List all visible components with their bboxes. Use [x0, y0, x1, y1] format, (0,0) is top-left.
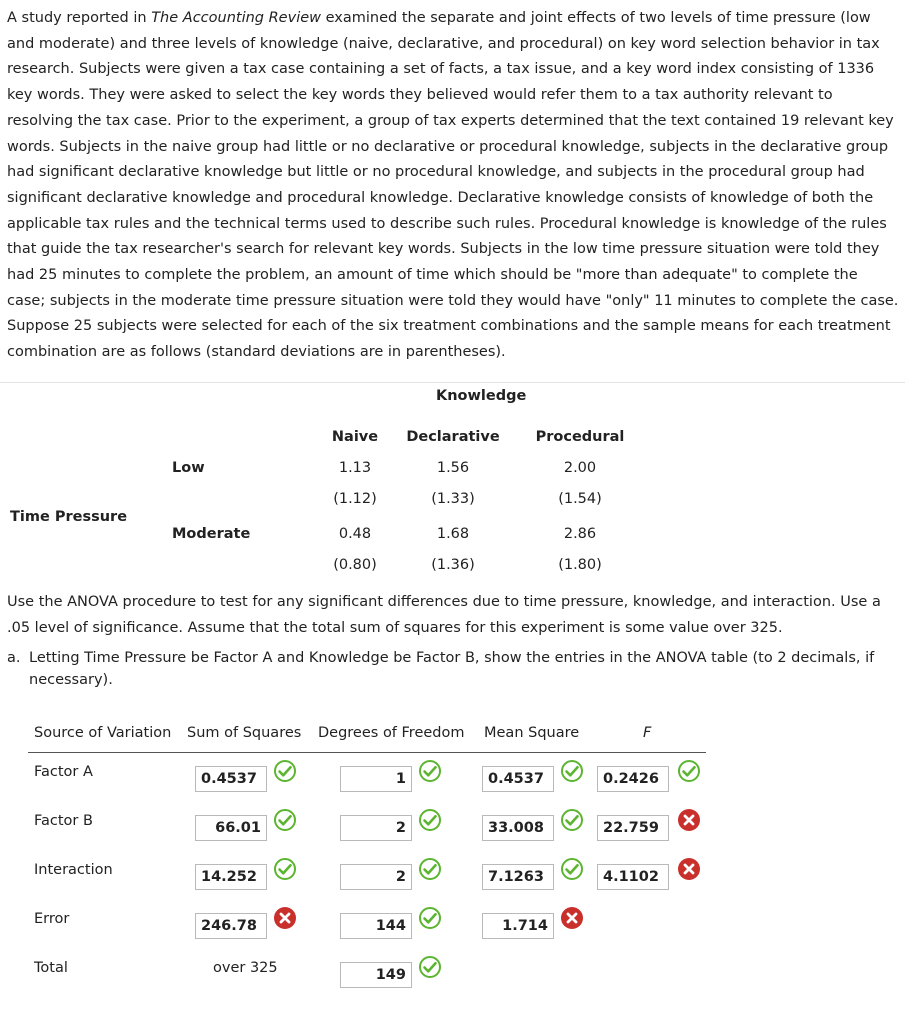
- cross-icon: [677, 808, 701, 832]
- source-total: Total: [34, 960, 68, 976]
- check-icon: [560, 759, 584, 783]
- check-icon: [677, 759, 701, 783]
- cross-icon: [677, 857, 701, 881]
- cross-icon: [560, 906, 584, 930]
- instructions: Use the ANOVA procedure to test for any significant differences due to time pressure, knowledge, and interaction. Use a .05 level of significance. Assume that the total sum of squares for this experiment is some value over 325.: [7, 594, 881, 636]
- df-factor-a-input[interactable]: 1: [340, 766, 412, 792]
- header-ss: Sum of Squares: [187, 725, 302, 741]
- mean-low-naive: 1.13: [338, 460, 372, 476]
- ss-factor-a-input[interactable]: 0.4537: [195, 766, 267, 792]
- check-icon: [418, 857, 442, 881]
- source-factor-a: Factor A: [34, 764, 93, 780]
- journal-name: The Accounting Review: [151, 10, 321, 26]
- source-error: Error: [34, 911, 70, 927]
- section-divider: [0, 382, 905, 383]
- f-factor-a-input[interactable]: 0.2426: [597, 766, 669, 792]
- sd-moderate-naive: (0.80): [333, 557, 377, 573]
- df-error-input[interactable]: 144: [340, 913, 412, 939]
- check-icon: [273, 857, 297, 881]
- problem-statement: [7, 6, 899, 366]
- sd-moderate-declarative: (1.36): [431, 557, 475, 573]
- sd-moderate-procedural: (1.80): [558, 557, 602, 573]
- ss-factor-b-input[interactable]: 66.01: [195, 815, 267, 841]
- check-icon: [418, 808, 442, 832]
- sd-low-naive: (1.12): [333, 491, 377, 507]
- col-procedural: Procedural: [535, 429, 625, 445]
- f-interaction-input[interactable]: 4.1102: [597, 864, 669, 890]
- mean-low-procedural: 2.00: [563, 460, 597, 476]
- check-icon: [273, 808, 297, 832]
- df-total-input[interactable]: 149: [340, 962, 412, 988]
- ss-error-input[interactable]: 246.78: [195, 913, 267, 939]
- row-low-label: Low: [172, 460, 205, 476]
- cross-icon: [273, 906, 297, 930]
- sd-low-procedural: (1.54): [558, 491, 602, 507]
- df-interaction-input[interactable]: 2: [340, 864, 412, 890]
- f-factor-b-input[interactable]: 22.759: [597, 815, 669, 841]
- check-icon: [418, 955, 442, 979]
- mean-moderate-declarative: 1.68: [436, 526, 470, 542]
- check-icon: [273, 759, 297, 783]
- header-ms: Mean Square: [484, 725, 580, 741]
- ms-interaction-input[interactable]: 7.1263: [482, 864, 554, 890]
- ss-total-text: over 325: [213, 960, 278, 976]
- sd-low-declarative: (1.33): [431, 491, 475, 507]
- col-declarative: Declarative: [406, 429, 500, 445]
- question-letter: a.: [7, 650, 21, 666]
- check-icon: [560, 808, 584, 832]
- mean-low-declarative: 1.56: [436, 460, 470, 476]
- header-rule: [28, 752, 706, 753]
- header-f: F: [643, 725, 652, 741]
- question-text: Letting Time Pressure be Factor A and Knowledge be Factor B, show the entries in the ANOVA table (to 2 decimals, if necessary).: [29, 650, 875, 688]
- ms-factor-b-input[interactable]: 33.008: [482, 815, 554, 841]
- source-factor-b: Factor B: [34, 813, 93, 829]
- col-naive: Naive: [331, 429, 379, 445]
- mean-moderate-naive: 0.48: [338, 526, 372, 542]
- intro-text-rest: examined the separate and joint effects of two levels of time pressure (low and moderate) and three levels of knowledge (naive, declarative, and procedural) on key word selection behavior in tax research. Subjects were given a tax case containing a set of facts, a tax issue, and a key word index consisting of 1336 key words. They were asked to select the key words they believed would refer them to a tax authority relevant to resolving the tax case. Prior to the experiment, a group of tax experts determined that the text contained 19 relevant key words. Subjects in the naive group had little or no declarative or procedural knowledge, subjects in the declarative group had significant declarative knowledge but little or no procedural knowledge, and subjects in the procedural group had significant declarative knowledge and procedural knowledge. Declarative knowledge consists of knowledge of both the applicable tax rules and the technical terms used to describe such rules. Procedural knowledge is knowledge of the rules that guide the tax researcher's search for relevant key words. Subjects in the low time pressure situation were told they had 25 minutes to complete the problem, an amount of time which should be "more than adequate" to complete the case; subjects in the moderate time pressure situation were told they would have "only" 11 minutes to complete the case. Suppose 25 subjects were selected for each of the six treatment combinations and the sample means for each treatment combination are as follows (standard deviations are in parentheses).: [7, 10, 899, 361]
- header-source: Source of Variation: [34, 725, 172, 741]
- intro-text-start: A study reported in: [7, 10, 152, 26]
- ss-interaction-input[interactable]: 14.252: [195, 864, 267, 890]
- check-icon: [418, 906, 442, 930]
- time-pressure-label: Time Pressure: [10, 509, 128, 525]
- df-factor-b-input[interactable]: 2: [340, 815, 412, 841]
- ms-factor-a-input[interactable]: 0.4537: [482, 766, 554, 792]
- knowledge-header: Knowledge: [436, 388, 527, 404]
- source-interaction: Interaction: [34, 862, 113, 878]
- row-moderate-label: Moderate: [172, 526, 251, 542]
- check-icon: [560, 857, 584, 881]
- check-icon: [418, 759, 442, 783]
- mean-moderate-procedural: 2.86: [563, 526, 597, 542]
- ms-error-input[interactable]: 1.714: [482, 913, 554, 939]
- header-df: Degrees of Freedom: [318, 725, 465, 741]
